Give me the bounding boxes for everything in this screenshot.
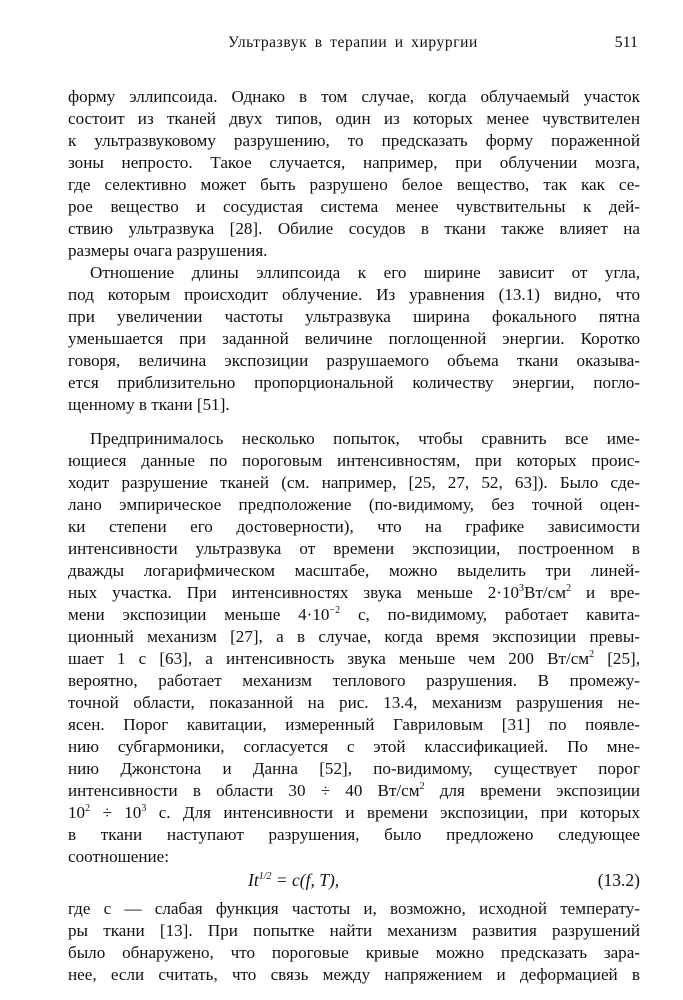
text-line: ных участка. При интенсивностях звука меньше $2\cdot 10^3Вт/см^2$ и вре-: [68, 583, 640, 602]
equation: [68, 870, 640, 894]
text-line: точной области, показанной на рис. 13.4, механизм разрушения не-: [68, 693, 640, 712]
text-line: Отношение длины эллипсоида к его ширине зависит от угла,: [90, 263, 640, 282]
text-line: уменьшается при заданной величине поглощенной энергии. Коротко: [68, 329, 640, 348]
text-line: ционный механизм [27], а в случае, когда время экспозиции превы-: [68, 627, 640, 646]
text-line: нию субгармоники, согласуется с этой классификацией. По мне-: [68, 737, 640, 756]
page-header: [68, 34, 638, 56]
text-line: интенсивности ультразвука от времени экспозиции, построенном в: [68, 539, 640, 558]
text-line: ки степени его достоверности), что на графике зависимости: [68, 517, 640, 536]
text-line: вероятно, работает механизм теплового разрушения. В промежу-: [68, 671, 640, 690]
equation-formula: $It^{1/2} = c(f$, T),: [248, 870, 340, 890]
text-line: щенному в ткани [51].: [68, 395, 230, 414]
running-title: Ультразвук в терапии и хирургии: [228, 34, 478, 51]
text-line: Предпринималось несколько попыток, чтобы сравнить все име-: [90, 429, 640, 448]
text-line: $10^2 \div 10^3$ с. Для интенсивности и времени экспозиции, при которых: [68, 803, 640, 822]
text-line: ствию ультразвука [28]. Обилие сосудов в ткани также влияет на: [68, 219, 640, 238]
text-line: рое вещество и сосудистая система менее чувствительны к дей-: [68, 197, 640, 216]
text-line: где селективно может быть разрушено белое вещество, так как се-: [68, 175, 640, 194]
text-line: где c — слабая функция частоты и, возможно, исходной температу-: [68, 899, 640, 918]
text-line: форму эллипсоида. Однако в том случае, когда облучаемый участок: [68, 87, 640, 106]
text-line: к ультразвуковому разрушению, то предсказать форму пораженной: [68, 131, 640, 150]
text-line: ющиеся данные по пороговым интенсивностям, при которых проис-: [68, 451, 640, 470]
text-line: зоны непросто. Такое случается, например, при облучении мозга,: [68, 153, 640, 172]
text-line: лано эмпирическое предположение (по-видимому, без точной оцен-: [68, 495, 640, 514]
text-line: ры ткани [13]. При попытке найти механизм развития разрушений: [68, 921, 640, 940]
text-line: соотношение:: [68, 847, 170, 866]
text-line: нию Джонстона и Данна [52], по-видимому, существует порог: [68, 759, 640, 778]
text-line: ется приблизительно пропорциональной количеству энергии, погло-: [68, 373, 640, 392]
text-line: говоря, величина экспозиции разрушаемого объема ткани оказыва-: [68, 351, 640, 370]
page-number: 511: [614, 34, 638, 51]
text-line: дважды логарифмическом масштабе, можно выделить три линей-: [68, 561, 640, 580]
text-line: шает 1 с [63], а интенсивность звука меньше чем 200 $Вт/см^2$ [25],: [68, 649, 640, 668]
text-line: в ткани наступают разрушения, было предложено следующее: [68, 825, 640, 844]
text-line: состоит из тканей двух типов, один из которых менее чувствителен: [68, 109, 640, 128]
equation-number: (13.2): [597, 870, 640, 890]
text-line: интенсивности в области 30 ÷ 40 $Вт/см^2$ для времени экспозиции: [68, 781, 640, 800]
text-line: размеры очага разрушения.: [68, 241, 268, 260]
text-line: ходит разрушение тканей (см. например, [25, 27, 52, 63]). Было сде-: [68, 473, 640, 492]
text-line: ясен. Порог кавитации, измеренный Гавриловым [31] по появле-: [68, 715, 640, 734]
text-line: нее, если считать, что связь между напряжением и деформацией в: [68, 965, 640, 984]
text-line: было обнаружено, что пороговые кривые можно предсказать зара-: [68, 943, 640, 962]
text-line: при увеличении частоты ультразвука ширина фокального пятна: [68, 307, 640, 326]
text-line: мени экспозиции меньше $4\cdot 10^{-2}$ с, по-видимому, работает кавита-: [68, 605, 640, 624]
text-line: под которым происходит облучение. Из уравнения (13.1) видно, что: [68, 285, 640, 304]
